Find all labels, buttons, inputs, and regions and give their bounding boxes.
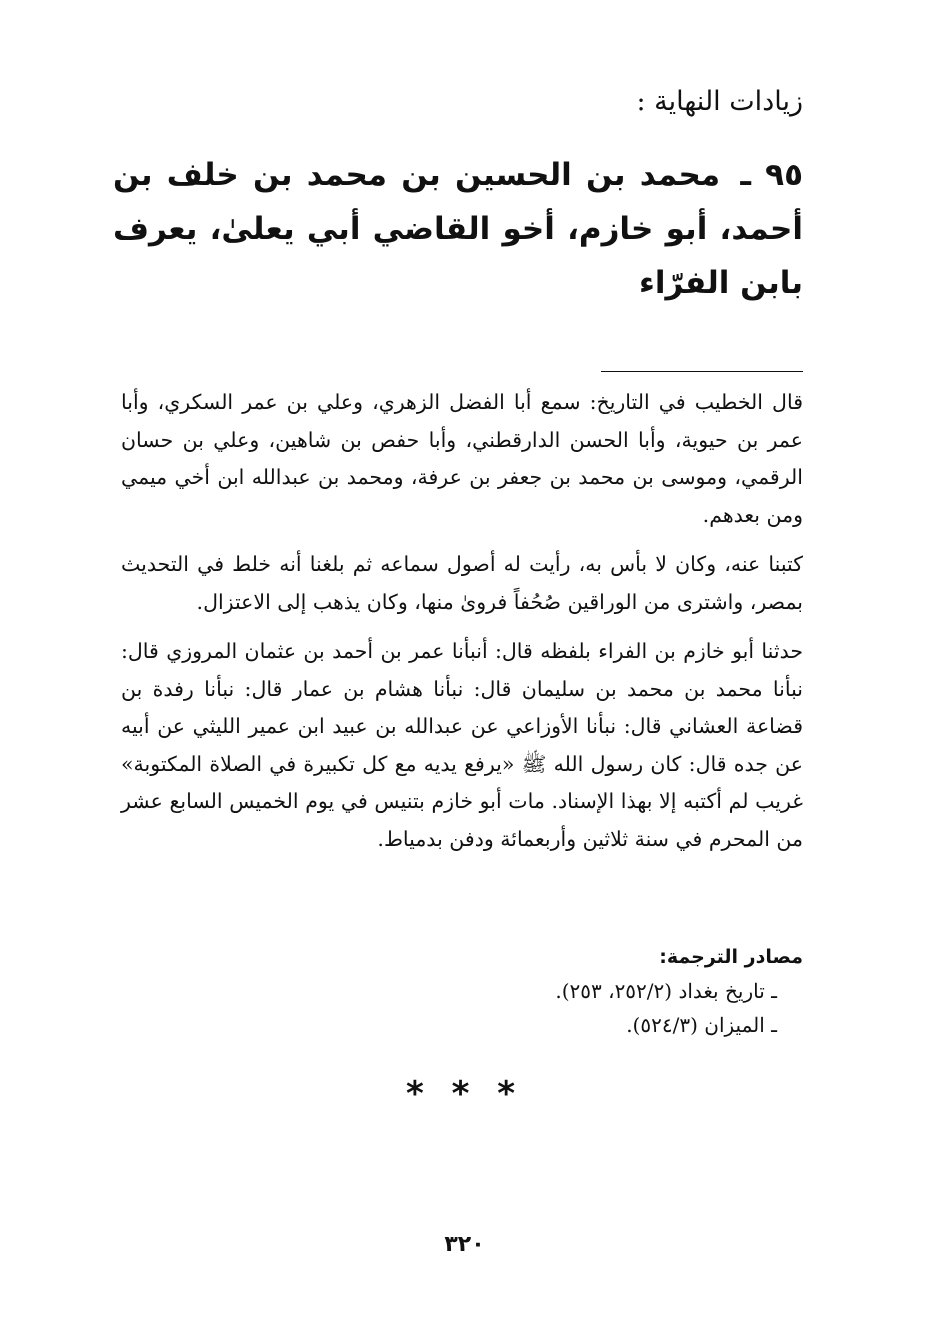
- page-number: ٣٢٠: [444, 1232, 485, 1257]
- paragraph-hadith: حدثنا أبو خازم بن الفراء بلفظه قال: أنبأنا عمر بن أحمد بن عثمان المروزي قال: نبأنا محمد بن محمد بن سليمان قال: نبأنا هشام بن عمار قال: نبأنا رفدة بن قضاعة العشاني قال: نبأنا الأوزاعي عن عبدالله بن عبيد ابن عمير الليثي عن أبيه عن جده قال: كان رسول الله ﷺ «يرفع يديه مع كل تكبيرة في الصلاة المكتوبة» غريب لم أكتبه إلا بهذا الإسناد. مات أبو خازم بتنيس في يوم الخميس السابع عشر من المحرم في سنة ثلاثين وأربعمائة ودفن بدمياط.: [121, 639, 803, 851]
- section-separator-stars: * * *: [405, 1074, 523, 1114]
- separator-rule: [601, 371, 803, 372]
- paragraph-assessment: كتبنا عنه، وكان لا بأس به، رأيت له أصول سماعه ثم بلغنا أنه خلط في التحديث بمصر، واشترى من الوراقين صُحُفاً فروىٰ منها، وكان يذهب إلى الاعتزال.: [121, 552, 803, 614]
- source-item: ـ تاريخ بغداد (٢٥٢/٢، ٢٥٣).: [555, 979, 777, 1003]
- sources-heading: مصادر الترجمة:: [659, 946, 803, 968]
- entry-title: [113, 148, 803, 310]
- entry-number: ٩٥ ـ: [740, 157, 804, 193]
- entry-name: محمد بن الحسين بن محمد بن خلف بن أحمد، أبو خازم، أخو القاضي أبي يعلىٰ، يعرف بابن الفرّاء: [113, 157, 803, 301]
- section-header: زيادات النهاية :: [636, 86, 803, 117]
- paragraph-teachers: قال الخطيب في التاريخ: سمع أبا الفضل الزهري، وعلي بن عمر السكري، وأبا عمر بن حيوية، وأبا الحسن الدارقطني، وأبا حفص بن شاهين، وعلي بن حسان الرقمي، وموسى بن محمد بن جعفر بن عرفة، ومحمد بن عبدالله ابن أخي ميمي ومن بعدهم.: [121, 390, 803, 527]
- body-text: [121, 384, 803, 858]
- source-item: ـ الميزان (٥٢٤/٣).: [626, 1013, 777, 1037]
- sources-section: [121, 940, 803, 1042]
